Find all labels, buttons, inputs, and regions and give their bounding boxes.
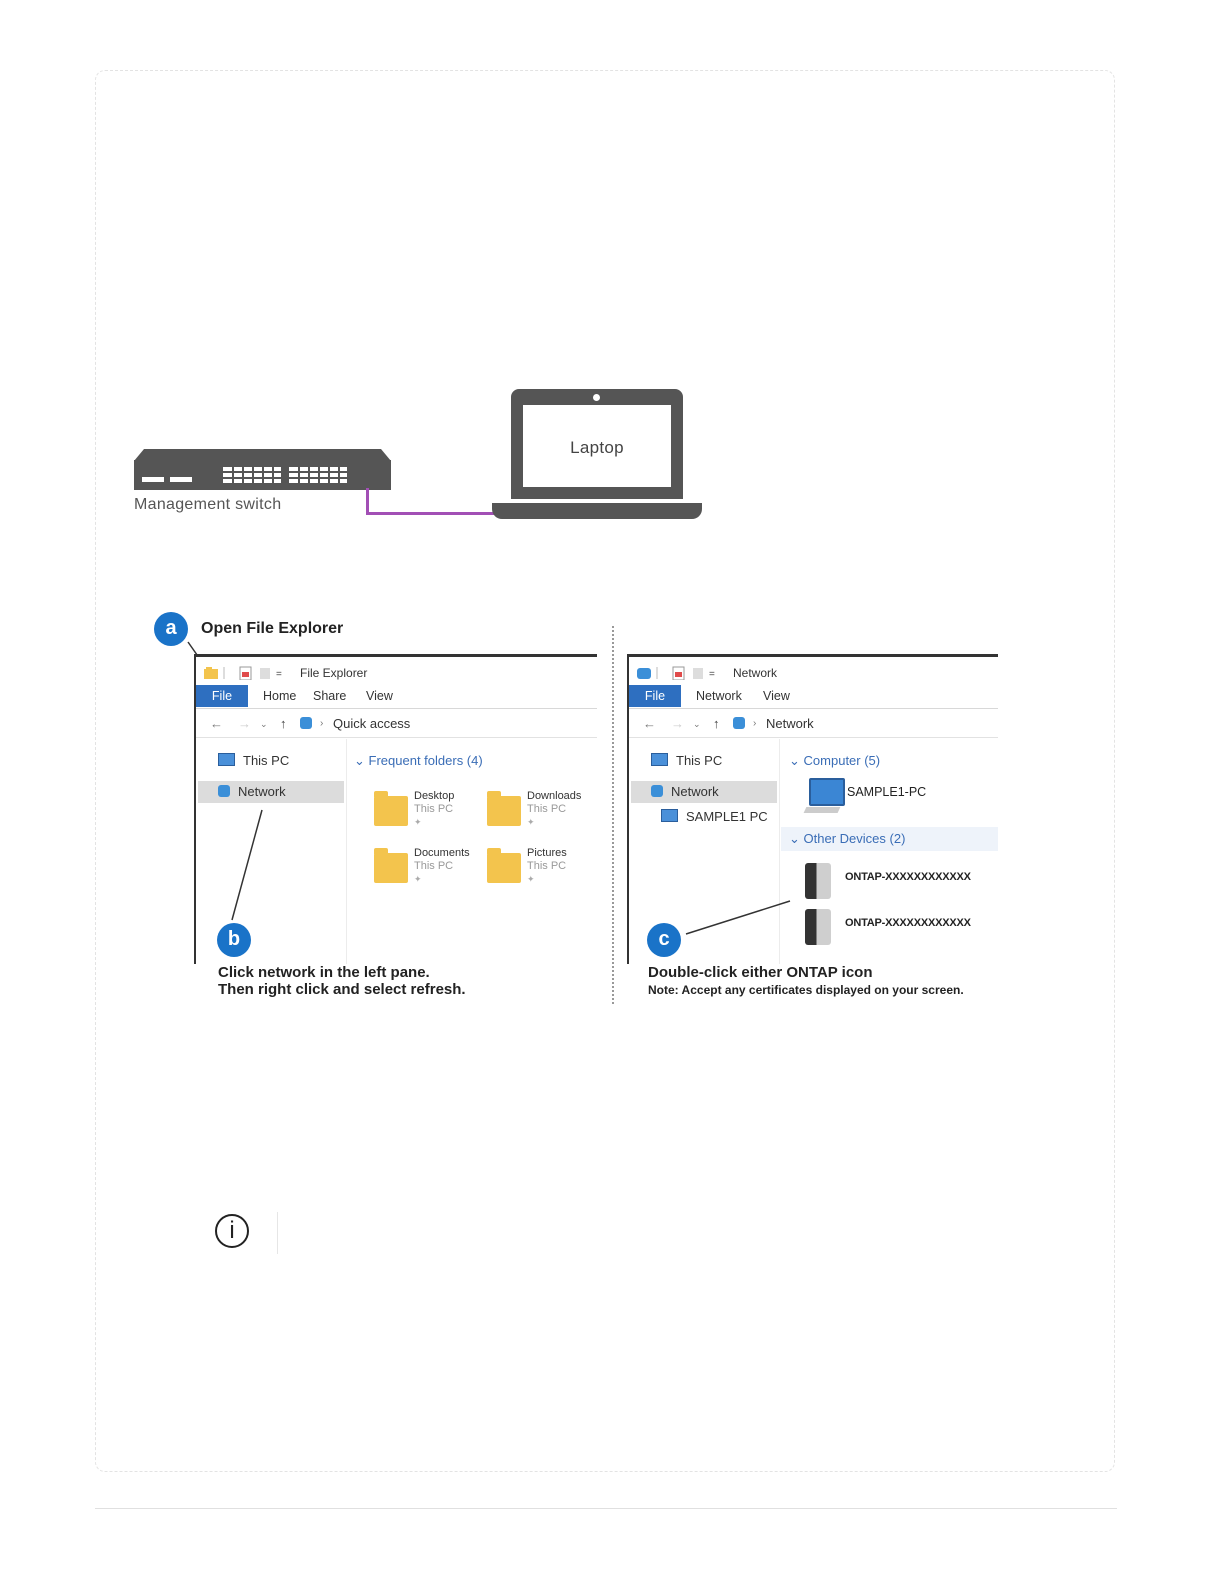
ontap-device-icon[interactable]: [805, 863, 831, 899]
group-frequent-folders[interactable]: [354, 753, 483, 769]
nav-item-this-pc[interactable]: [651, 753, 722, 768]
ribbon: [629, 685, 998, 707]
tab-view[interactable]: View: [763, 689, 790, 703]
tab-view[interactable]: View: [366, 689, 393, 703]
network-icon: [218, 785, 230, 797]
nav-item-label: Network: [671, 784, 719, 799]
network-cable: [366, 512, 498, 515]
step-c-text: Double-click either ONTAP icon: [648, 964, 873, 981]
tab-share[interactable]: Share: [313, 689, 347, 703]
title-bar: [629, 661, 998, 683]
steps-divider: [612, 626, 614, 1004]
tab-file[interactable]: File: [196, 685, 248, 707]
step-b-text: [218, 964, 466, 998]
folder-name: Pictures: [527, 847, 567, 859]
footer-rule: [95, 1508, 1117, 1509]
chevron-down-icon: ⌄: [789, 753, 800, 768]
step-b-badge: b: [217, 923, 251, 957]
step-b-line-1: Click network in the left pane.: [218, 964, 430, 981]
step-c-note: Note: Accept any certificates displayed on your screen.: [648, 983, 964, 997]
ontap-device-1[interactable]: ONTAP-XXXXXXXXXXXX: [845, 871, 971, 883]
folder-documents[interactable]: [414, 847, 470, 886]
window-title: Network: [733, 666, 778, 680]
network-icon: [651, 785, 663, 797]
step-c-pointer: [684, 898, 794, 938]
step-c-badge: c: [647, 923, 681, 957]
nav-item-network[interactable]: [631, 781, 777, 803]
switch-port: [170, 477, 192, 482]
breadcrumb-chevron-icon: ›: [320, 718, 324, 729]
folder-name: Documents: [414, 847, 470, 859]
recent-dropdown-icon[interactable]: ⌄: [693, 719, 701, 729]
network-icon: [733, 716, 745, 731]
nav-item-label: SAMPLE1 PC: [686, 809, 768, 824]
svg-text:=: =: [709, 669, 715, 680]
folder-location: This PC: [414, 860, 454, 872]
folder-name: Desktop: [414, 790, 455, 802]
note-divider: [277, 1212, 278, 1254]
computer-name[interactable]: SAMPLE1-PC: [847, 785, 927, 799]
address-divider: [196, 737, 597, 738]
address-bar: [629, 712, 998, 734]
step-a-title: Open File Explorer: [201, 620, 344, 637]
computer-stand-icon: [804, 807, 841, 813]
ribbon-divider: [629, 708, 998, 709]
laptop-camera: [593, 394, 600, 401]
folder-documents-icon[interactable]: [374, 853, 408, 883]
nav-item-sample1-pc[interactable]: [661, 809, 768, 824]
step-b-line-2: Then right click and select refresh.: [218, 981, 466, 998]
address-bar: [196, 712, 597, 734]
nav-item-label: Network: [238, 784, 286, 799]
folder-location: This PC: [414, 803, 454, 815]
quick-access-icon: [300, 716, 312, 731]
forward-arrow-icon[interactable]: →: [671, 716, 684, 731]
nav-item-network[interactable]: [198, 781, 344, 803]
address-path[interactable]: Quick access: [333, 716, 411, 731]
back-arrow-icon[interactable]: ←: [210, 716, 223, 731]
nav-item-label: This PC: [676, 753, 723, 768]
recent-dropdown-icon[interactable]: ⌄: [260, 719, 268, 729]
ontap-device-2[interactable]: ONTAP-XXXXXXXXXXXX: [845, 917, 971, 929]
ribbon-divider: [196, 708, 597, 709]
group-other-devices[interactable]: [781, 827, 998, 851]
computer-icon[interactable]: [809, 778, 845, 806]
quick-access-toolbar-icons[interactable]: [202, 666, 282, 683]
chevron-down-icon: ⌄: [354, 753, 365, 768]
address-divider: [629, 737, 998, 738]
folder-name: Downloads: [527, 790, 582, 802]
back-arrow-icon[interactable]: ←: [643, 716, 656, 731]
tab-network[interactable]: Network: [696, 689, 742, 703]
pin-icon: ✦: [414, 817, 422, 827]
chevron-down-icon: ⌄: [789, 831, 800, 846]
step-b-pointer: [228, 808, 268, 922]
breadcrumb-chevron-icon: ›: [753, 718, 757, 729]
computer-icon: [651, 753, 668, 766]
tab-file[interactable]: File: [629, 685, 681, 707]
address-path[interactable]: Network: [766, 716, 814, 731]
quick-access-toolbar-icons[interactable]: [635, 666, 715, 683]
computer-icon: [661, 809, 678, 822]
folder-desktop[interactable]: [414, 790, 454, 829]
folder-pictures[interactable]: [527, 847, 567, 886]
pin-icon: ✦: [527, 874, 535, 884]
group-label: Frequent folders (4): [368, 753, 483, 768]
laptop-label: Laptop: [570, 438, 624, 457]
switch-label: Management switch: [134, 496, 282, 513]
step-a-badge: a: [154, 612, 188, 646]
folder-desktop-icon[interactable]: [374, 796, 408, 826]
nav-item-this-pc[interactable]: [218, 753, 289, 768]
pin-icon: ✦: [414, 874, 422, 884]
tab-home[interactable]: Home: [263, 689, 297, 703]
switch-port-grid: [223, 467, 349, 485]
laptop-base: [492, 503, 702, 519]
folder-location: This PC: [527, 860, 567, 872]
svg-text:=: =: [276, 669, 282, 680]
folder-downloads[interactable]: [527, 790, 581, 829]
ribbon: [196, 685, 597, 707]
window-title: File Explorer: [300, 666, 368, 680]
ontap-device-icon[interactable]: [805, 909, 831, 945]
network-explorer-window: [627, 654, 998, 964]
title-bar: [196, 661, 597, 683]
up-arrow-icon[interactable]: ↑: [280, 716, 287, 731]
up-arrow-icon[interactable]: ↑: [713, 716, 720, 731]
folder-downloads-icon[interactable]: [487, 796, 521, 826]
switch-port: [142, 477, 164, 482]
computer-icon: [218, 753, 235, 766]
group-computer[interactable]: [789, 753, 880, 769]
forward-arrow-icon[interactable]: →: [238, 716, 251, 731]
group-label: Computer (5): [803, 753, 881, 768]
folder-location: This PC: [527, 803, 567, 815]
nav-item-label: This PC: [243, 753, 290, 768]
folder-pictures-icon[interactable]: [487, 853, 521, 883]
network-cable: [366, 488, 369, 515]
info-icon: i: [215, 1214, 249, 1248]
pin-icon: ✦: [527, 817, 535, 827]
group-label: Other Devices (2): [803, 831, 906, 846]
